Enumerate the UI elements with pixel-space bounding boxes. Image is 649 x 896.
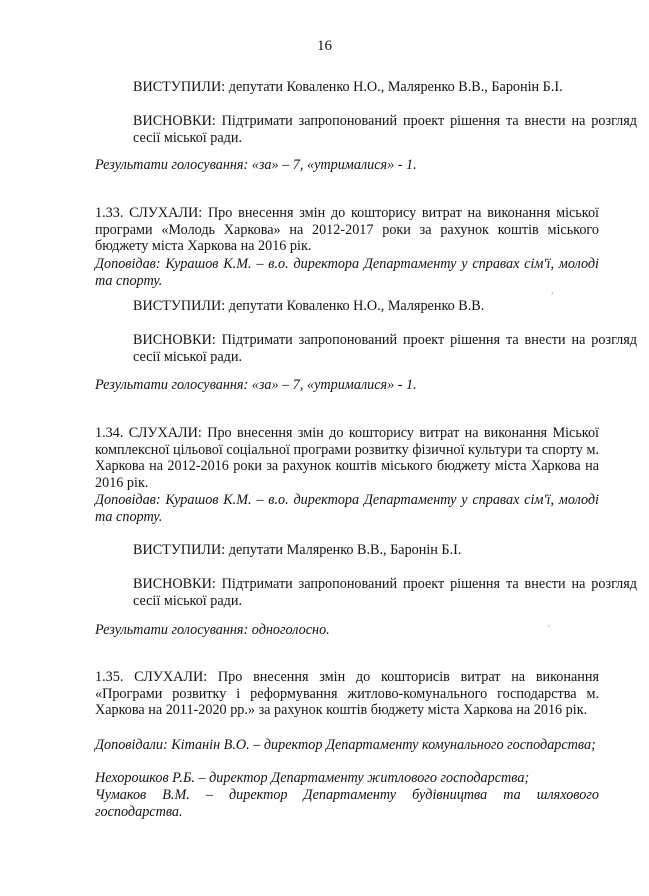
dopovidav-text: Доповідав: Курашов К.М. – в.о. директора Департаменту у справах сім'ї, молоді та спорту. [95, 256, 599, 289]
scan-speck: ' [548, 624, 550, 635]
dopovidaly-line: Доповідали: Кітанін В.О. – директор Департаменту комунального господарства; [95, 737, 596, 753]
scan-speck: ' [103, 522, 105, 533]
vystupyly-text: ВИСТУПИЛИ: депутати Коваленко Н.О., Маляренко В.В., Баронін Б.І. [133, 79, 563, 95]
vysnovky-text: ВИСНОВКИ: Підтримати запропонований проект рішення та внести на розгляд сесії міської ради. [133, 576, 637, 609]
dopovidaly-line: Чумаков В.М. – директор Департаменту будівництва та шляхового господарства. [95, 787, 599, 820]
vystupyly-text: ВИСТУПИЛИ: депутати Коваленко Н.О., Маляренко В.В. [133, 298, 485, 314]
vysnovky-text: ВИСНОВКИ: Підтримати запропонований проект рішення та внести на розгляд сесії міської ради. [133, 113, 637, 146]
scan-speck: , [551, 285, 554, 296]
vystupyly-text: ВИСТУПИЛИ: депутати Маляренко В.В., Баронін Б.І. [133, 542, 462, 558]
voting-results: Результати голосування: «за» – 7, «утрималися» - 1. [95, 377, 417, 393]
dopovidav-text: Доповідав: Курашов К.М. – в.о. директора Департаменту у справах сім'ї, молоді та спорту. [95, 492, 599, 525]
vysnovky-text: ВИСНОВКИ: Підтримати запропонований проект рішення та внести на розгляд сесії міської ради. [133, 332, 637, 365]
dopovidaly-line: Нехорошков Р.Б. – директор Департаменту житлового господарства; [95, 770, 530, 786]
sluhaly-text: 1.33. СЛУХАЛИ: Про внесення змін до кошторису витрат на виконання міської програми «Молодь Харкова» на 2012-2017 роки за рахунок коштів міського бюджету міста Харкова на 2016 рік. [95, 205, 599, 255]
sluhaly-text: 1.35. СЛУХАЛИ: Про внесення змін до кошторисів витрат на виконання «Програми розвитку і реформування житлово-комунального господарства м. Харкова на 2011-2020 рр.» за рахунок коштів бюджету міста Харкова на 2016 рік. [95, 669, 599, 719]
page-number: 16 [317, 38, 332, 54]
sluhaly-text: 1.34. СЛУХАЛИ: Про внесення змін до кошторису витрат на виконання Міської комплексної цільової соціальної програми розвитку фізичної культури та спорту м. Харкова на 2012-2016 роки за рахунок коштів міського бюджету міста Харкова на 2016 рік. [95, 425, 599, 491]
voting-results: Результати голосування: «за» – 7, «утрималися» - 1. [95, 157, 417, 173]
voting-results: Результати голосування: одноголосно. [95, 622, 330, 638]
